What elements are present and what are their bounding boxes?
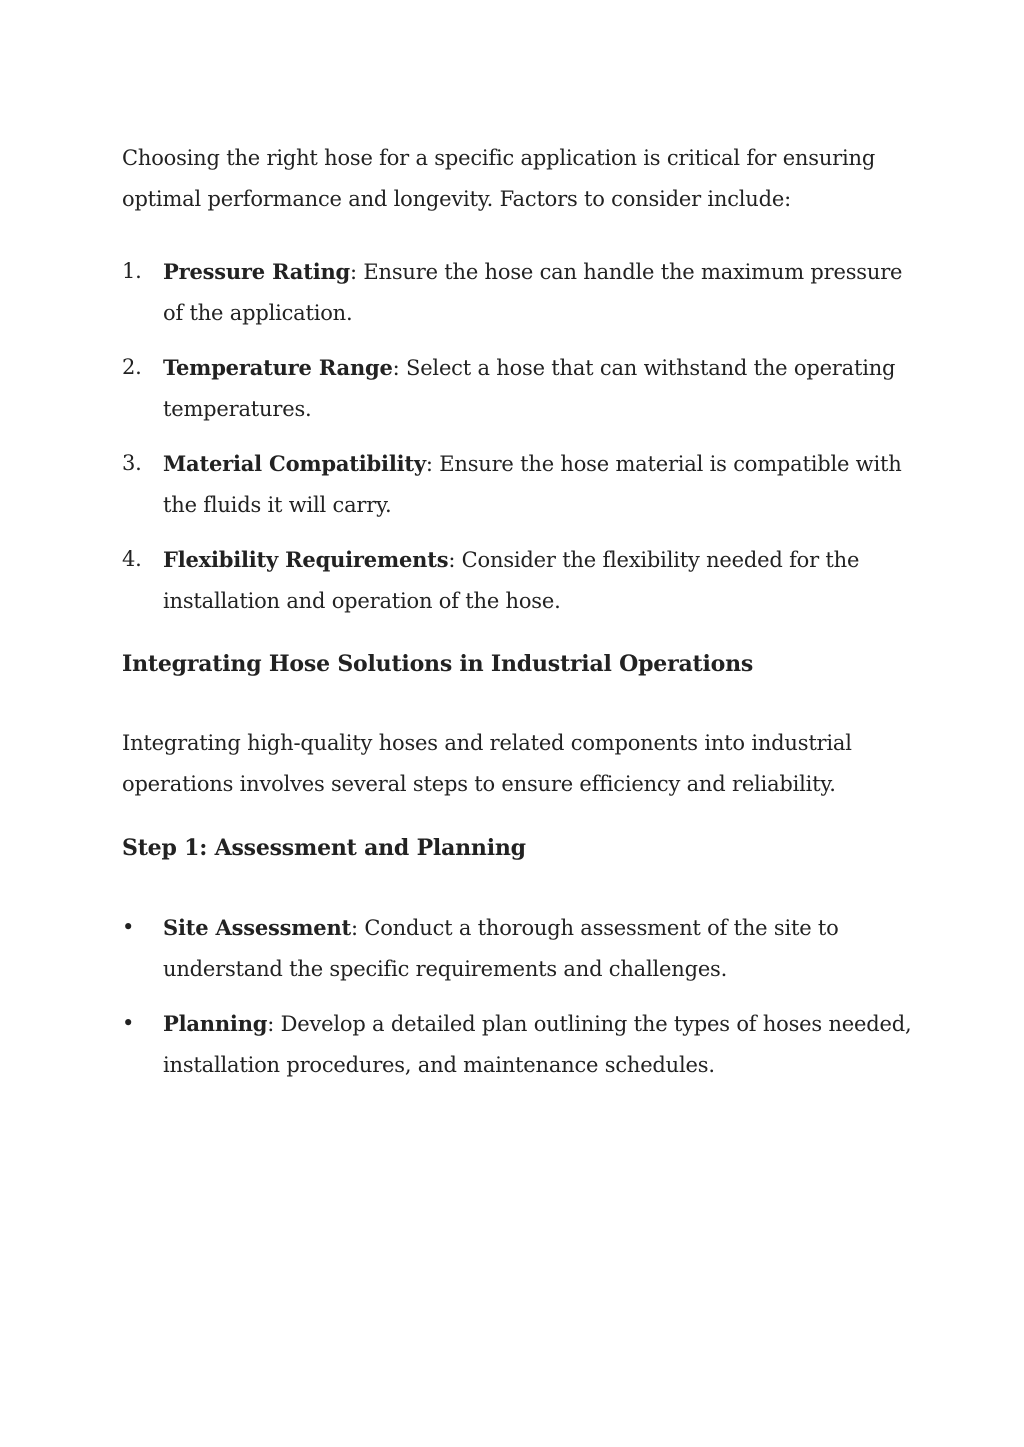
list-number: 2. (122, 355, 142, 379)
list-number: 4. (122, 547, 142, 571)
step-heading: Step 1: Assessment and Planning (122, 835, 526, 861)
list-item-desc: : Ensure the hose can handle the maximum pressure of the application. (163, 260, 903, 325)
bullet-icon: • (122, 1011, 135, 1035)
intro-paragraph: Choosing the right hose for a specific application is critical for ensuring optimal performance and longevity. Factors to consider include: (122, 146, 876, 211)
bullet-icon: • (122, 915, 135, 939)
list-item-term: Flexibility Requirements (163, 547, 449, 572)
list-item-term: Pressure Rating (163, 259, 351, 284)
list-item (122, 539, 912, 622)
list-item (122, 347, 912, 430)
list-item-term: Material Compatibility (163, 451, 426, 476)
list-number: 3. (122, 451, 142, 475)
list-item-desc: : Select a hose that can withstand the operating temperatures. (163, 356, 896, 421)
section-heading: Integrating Hose Solutions in Industrial Operations (122, 651, 754, 677)
list-item-desc: : Consider the flexibility needed for the installation and operation of the hose. (163, 548, 860, 613)
section-paragraph: Integrating high-quality hoses and related components into industrial operations involves several steps to ensure efficiency and reliability. (122, 731, 852, 796)
bullet-item-term: Planning (163, 1011, 268, 1036)
list-item-term: Temperature Range (163, 355, 393, 380)
list-item-desc: : Ensure the hose material is compatible with the fluids it will carry. (163, 452, 902, 517)
bullet-item (122, 907, 912, 990)
bullet-item-desc: : Develop a detailed plan outlining the types of hoses needed, installation procedures, and maintenance schedules. (163, 1012, 912, 1077)
list-item (122, 443, 912, 526)
bullet-item-term: Site Assessment (163, 915, 352, 940)
bullet-item-desc: : Conduct a thorough assessment of the site to understand the specific requirements and challenges. (163, 916, 839, 981)
list-number: 1. (122, 259, 142, 283)
list-item (122, 251, 912, 334)
bullet-item (122, 1003, 912, 1086)
